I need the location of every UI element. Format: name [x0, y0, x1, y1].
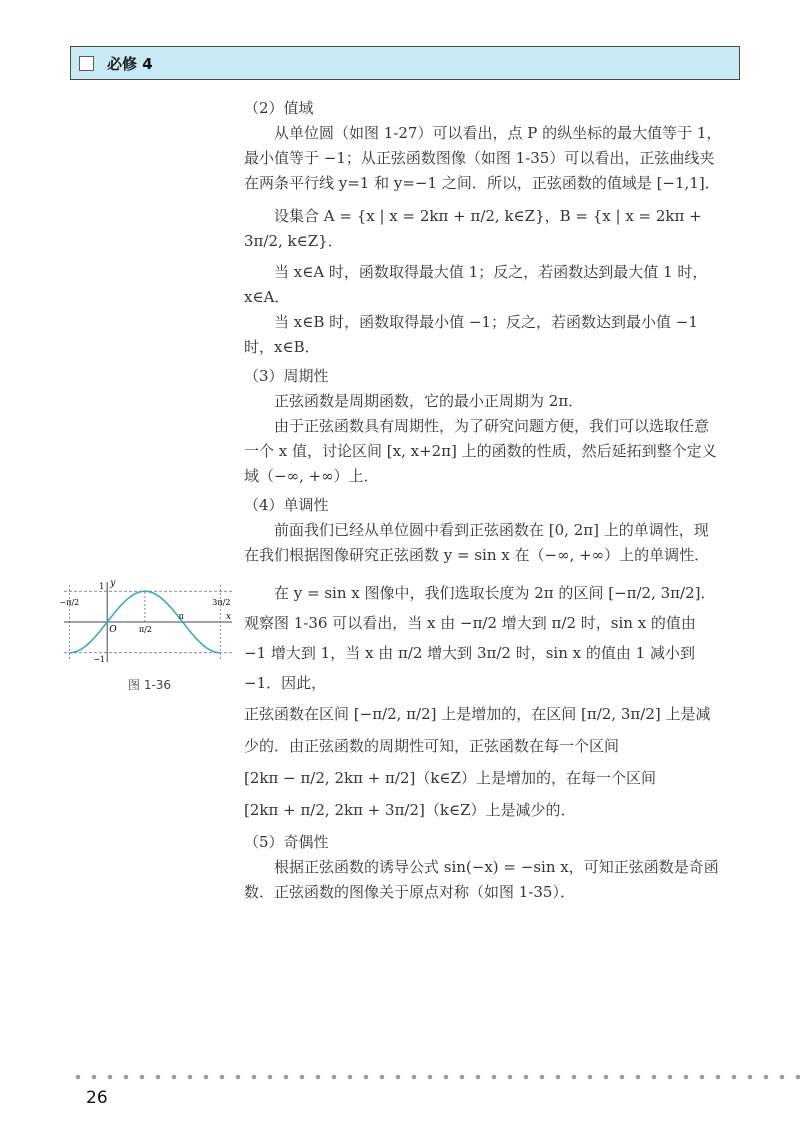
- section-range-heading: （2）值域: [244, 99, 314, 117]
- section-period-heading: （3）周期性: [244, 367, 329, 385]
- y-axis-label: y: [110, 578, 116, 589]
- footer-dotted-rule: [70, 1074, 800, 1080]
- tick-label-1: 1: [99, 582, 105, 592]
- period-paragraph-2: 由于正弦函数具有周期性，为了研究问题方便，我们可以选取任意一个 x 值，讨论区间 [x, x+2π] 上的函数的性质，然后延拓到整个定义域（−∞, +∞）上．: [244, 417, 717, 485]
- tick-label-pi: π: [178, 612, 184, 621]
- range-paragraph-2: 当 x∈A 时，函数取得最大值 1；反之，若函数达到最大值 1 时，x∈A．: [244, 263, 708, 306]
- monotonic-paragraph-2c: [2kπ − π/2, 2kπ + π/2]（k∈Z）上是增加的，在每一个区间: [244, 769, 656, 787]
- sine-graph-figure: [58, 572, 240, 672]
- origin-label: O: [109, 625, 117, 635]
- header-title: 必修 4: [107, 55, 153, 73]
- header-square-icon: [79, 56, 94, 71]
- main-content: [244, 96, 722, 905]
- monotonic-paragraph-2a: 在 y = sin x 图像中，我们选取长度为 2π 的区间 [−π/2, 3π/2]．观察图 1-36 可以看出，当 x 由 −π/2 增大到 π/2 时，sin x 的值由 −1 增大到 1，当 x 由 π/2 增大到 3π/2 时，sin x 的值由 1 减小到 −1．因此，: [244, 584, 716, 692]
- range-paragraph-1: 从单位圆（如图 1-27）可以看出，点 P 的纵坐标的最大值等于 1，最小值等于 −1；从正弦函数图像（如图 1-35）可以看出，正弦曲线夹在两条平行线 y=1 和 y=−1 之间．所以，正弦函数的值域是 [−1,1]．: [244, 124, 722, 192]
- period-paragraph-1: 正弦函数是周期函数，它的最小正周期为 2π．: [274, 392, 584, 410]
- monotonic-paragraph-1: 前面我们已经从单位圆中看到正弦函数在 [0, 2π] 上的单调性，现在我们根据图像研究正弦函数 y = sin x 在（−∞, +∞）上的单调性．: [244, 521, 710, 564]
- tick-label-three-half-pi: 3π/2: [212, 598, 231, 608]
- page-number: 26: [86, 1088, 108, 1108]
- figure-caption: 图 1-36: [128, 678, 172, 692]
- parity-paragraph-1: 根据正弦函数的诱导公式 sin(−x) = −sin x，可知正弦函数是奇函数．正弦函数的图像关于原点对称（如图 1-35）．: [244, 858, 719, 901]
- set-definition: 设集合 A = {x | x = 2kπ + π/2, k∈Z}，B = {x | x = 2kπ + 3π/2, k∈Z}．: [244, 207, 702, 250]
- tick-label-neg-half-pi: −π/2: [59, 598, 80, 608]
- section-monotonic-heading: （4）单调性: [244, 496, 329, 514]
- section-parity-heading: （5）奇偶性: [244, 833, 329, 851]
- tick-label-neg-1: −1: [93, 654, 105, 664]
- tick-label-half-pi: π/2: [138, 625, 152, 634]
- x-axis-label: x: [226, 612, 232, 622]
- monotonic-paragraph-2d: [2kπ + π/2, 2kπ + 3π/2]（k∈Z）上是减少的．: [244, 801, 576, 819]
- header-bar: [70, 46, 740, 80]
- range-paragraph-3: 当 x∈B 时，函数取得最小值 −1；反之，若函数达到最小值 −1 时，x∈B．: [244, 313, 698, 356]
- monotonic-paragraph-2b: 正弦函数在区间 [−π/2, π/2] 上是增加的，在区间 [π/2, 3π/2] 上是减少的．由正弦函数的周期性可知，正弦函数在每一个区间: [244, 705, 711, 755]
